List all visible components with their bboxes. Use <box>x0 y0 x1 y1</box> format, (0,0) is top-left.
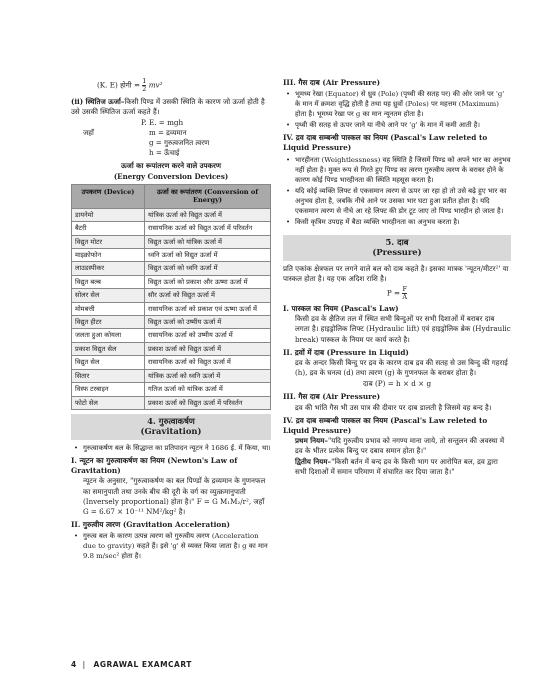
table-row <box>72 369 271 382</box>
pascal-liquid-law-heading: IV. द्रव दाब सम्बन्धी पास्कल का नियम (Pascal's Law releted to Liquid Pressure) <box>283 415 488 436</box>
device-cell: फोटो सेल <box>72 396 145 409</box>
table-row <box>72 249 271 262</box>
lift-acceleration-bullet: • यदि कोई व्यक्ति लिफ्ट से एकसमान त्वरण से ऊपर जा रहा हो तो उसे बढ़े हुए भार का अनुभव होता है, जबकि नीचे आने पर उसका भार घटा हुआ प्रतीत होता है। यदि एकसमान त्वरण से नीचे आ रहे लिफ्ट की डोर टूट जाए तो पिण्ड भारहीन हो जाता है। <box>283 186 511 216</box>
pascal-first-law: प्रथम नियम–"यदि गुरुत्वीय प्रभाव को नगण्य माना जाये, तो सन्तुलन की अवस्था में द्रव के भीतर प्रत्येक बिन्दु पर दबाव समान होता है।" <box>295 436 505 456</box>
gravitation-intro-bullet: • गुरुत्वाकर्षण बल के सिद्धान्त का प्रतिपादन न्यूटन ने 1686 ई. में किया, था। <box>71 443 271 453</box>
table-title-english: (Energy Conversion Devices) <box>113 171 229 181</box>
device-cell: डायनेमो <box>72 208 145 221</box>
device-cell: विस्फ टरबाइन <box>72 383 145 396</box>
pe-formula: P. E. = mgh <box>141 118 184 128</box>
g-value-change-heading: III. गैस दाब (Air Pressure) <box>283 78 381 87</box>
g-equator-pole-bullet: • भूमध्य रेखा (Equator) से ध्रुव (Pole) (पृथ्वी की सतह पर) की ओर जाने पर 'g' के मान में क्रमशः वृद्धि होती है तथा यह ध्रुवों (Poles) पर महत्तम (Maximum) होता है। भूमध्य रेखा पर g का मान न्यूनतम होता है। <box>283 89 511 119</box>
section-gravitation-heading: 4. गुरुत्वाकर्षण (Gravitation) <box>71 414 271 440</box>
pascal-second-law: द्वितीय नियम–"किसी बर्तन में बन्द द्रव के किसी भाग पर आरोपित बल, द्रव द्वारा सभी दिशाओं में समान परिमाण में संचारित कर दिया जाता है।" <box>295 456 498 476</box>
table-row <box>72 302 271 315</box>
pressure-formula: P = $\frac{F}{A}$ <box>386 285 408 302</box>
page-footer: 4 | AGRAWAL EXAMCART <box>71 660 192 669</box>
table-header-device: उपकरण (Device) <box>72 184 145 208</box>
table-row <box>72 396 271 409</box>
device-cell: लाउडस्पीकर <box>72 262 145 275</box>
device-cell: सितार <box>72 369 145 382</box>
brand-logo-text: AGRAWAL EXAMCART <box>93 660 192 669</box>
table-row <box>72 356 271 369</box>
conversion-cell: विद्युत ऊर्जा को ध्वनि ऊर्जा में <box>145 262 271 275</box>
conversion-cell: रासायनिक ऊर्जा को विद्युत ऊर्जा में परिवर्तन <box>145 222 271 235</box>
variable-definitions: जहाँ m = द्रव्यमान g = गुरुत्वजनित त्वरण h = ऊँचाई <box>83 128 210 158</box>
conversion-cell: विद्युत ऊर्जा को यांत्रिक ऊर्जा में <box>145 235 271 248</box>
potential-energy-paragraph: (ii) स्थितिज ऊर्जा–किसी पिण्ड में उसकी स्थिति के कारण जो ऊर्जा होती है उसे उसकी स्थितिज ऊर्जा कहते हैं। <box>71 97 265 117</box>
table-row <box>72 208 271 221</box>
table-row <box>72 289 271 302</box>
pressure-definition: प्रति एकांक क्षेत्रफल पर लगने वाले बल को दाब कहते है। इसका मात्रक 'न्यूटन/मीटर²' या पास्कल होता है। यह एक अदिश राशि है। <box>283 263 509 283</box>
table-row <box>72 316 271 329</box>
gravitational-acceleration-bullet: • गुरुत्व बल के कारण उत्पन्न त्वरण को गुरुत्वीय त्वरण (Acceleration due to gravity) कहते हैं। इसे 'g' से व्यक्त किया जाता है। g का मान 9.8 m/sec² होता है। <box>71 531 271 561</box>
page-number: 4 <box>71 660 77 669</box>
g-height-bullet: • पृथ्वी की सतह से ऊपर जाने या नीचे आने पर 'g' के मान में कमी आती है। <box>283 120 511 130</box>
gravitational-acceleration-heading: II. गुरुत्वीय त्वरण (Gravitation Acceleration) <box>71 520 230 530</box>
conversion-cell: रासायनिक ऊर्जा को विद्युत ऊर्जा में <box>145 356 271 369</box>
left-column <box>71 78 271 562</box>
device-cell: विद्युत हीटर <box>72 316 145 329</box>
air-pressure-text: द्रव की भांति गैस भी उस पात्र की दीवार पर दाब डालती है जिसमे वह बन्द है। <box>295 402 492 412</box>
conversion-cell: यांत्रिक ऊर्जा को विद्युत ऊर्जा में <box>145 208 271 221</box>
device-cell: विद्युत मोटर <box>72 235 145 248</box>
liquid-pressure-text: द्रव के अन्दर किसी बिन्दु पर द्रव के कारण दाब द्रव की सतह से उस बिन्दु की गहराई (h), द्रव के घनत्व (d) तथा त्वरण (g) के गुणनफल के बराबर होता है। <box>295 358 508 378</box>
device-cell: मोमबत्ती <box>72 302 145 315</box>
table-row <box>72 222 271 235</box>
conversion-cell: सौर ऊर्जा को विद्युत ऊर्जा में <box>145 289 271 302</box>
conversion-cell: यांत्रिक ऊर्जा को ध्वनि ऊर्जा में <box>145 369 271 382</box>
table-header-conversion: ऊर्जा का रूपांतरण (Conversion of Energy) <box>145 184 271 208</box>
device-cell: माइक्रोफोन <box>72 249 145 262</box>
table-row <box>72 383 271 396</box>
energy-conversion-table <box>71 184 271 410</box>
conversion-cell: विद्युत ऊर्जा को प्रकाश और ऊष्मा ऊर्जा में <box>145 275 271 288</box>
weight-in-lift-heading: IV. द्रव दाब सम्बन्धी पास्कल का नियम (Pascal's Law releted to Liquid Pressure) <box>283 133 488 153</box>
half-fraction: $\frac{1}{2}$ <box>142 77 147 93</box>
table-row <box>72 262 271 275</box>
device-cell: विद्युत सेल <box>72 356 145 369</box>
table-row <box>72 275 271 288</box>
right-column <box>283 78 511 477</box>
air-pressure-heading: III. गैस दाब (Air Pressure) <box>283 392 381 402</box>
table-row <box>72 329 271 342</box>
table-title-hindi: ऊर्जा का रूपांतरण करने वाले उपकरण <box>120 161 222 171</box>
liquid-pressure-formula: दाब (P) = h × d × g <box>362 379 432 389</box>
device-cell: जलता हुआ कोयला <box>72 329 145 342</box>
device-cell: विद्युत बल्ब <box>72 275 145 288</box>
device-cell: सोलर सेल <box>72 289 145 302</box>
kinetic-energy-formula: (K. E) होगी = $\frac{1}{2}$ mv² <box>97 77 163 93</box>
liquid-pressure-heading: II. द्रवों में दाब (Pressure in Liquid) <box>283 347 409 357</box>
conversion-cell: प्रकाश ऊर्जा को विद्युत ऊर्जा में <box>145 342 271 355</box>
newton-law-heading: I. न्यूटन का गुरुत्वाकर्षण का नियम (Newton's Law of Gravitation) <box>71 455 238 476</box>
pascal-law-heading: I. पास्कल का नियम (Pascal's Law) <box>283 304 399 314</box>
newton-law-text: न्यूटन के अनुसार, "गुरुत्वाकर्षण का बल पिण्डों के द्रव्यमान के गुणनफल का समानुपाती तथा उनके बीच की दूरी के वर्ग का व्युत्क्रमानुपाती (Inversely proportional) होता है।" F = G M₁M₂/r², जहाँ G = 6.67 × 10⁻¹¹ NM²/kg² है। <box>83 476 266 516</box>
device-cell: बैटरी <box>72 222 145 235</box>
weightlessness-bullet: • भारहीनता (Weightlessness) वह स्थिति है जिसमें पिण्ड को अपने भार का अनुभव नहीं होता है। मुक्त रूप से गिरते हुए पिण्ड का त्वरण गुरुत्वीय त्वरण के बराबर होने के कारण कोई पिण्ड भारहीनता की स्थिति महसूस करता है। <box>283 155 511 185</box>
conversion-cell: ध्वनि ऊर्जा को विद्युत ऊर्जा में <box>145 249 271 262</box>
section-pressure-heading: 5. दाब (Pressure) <box>283 235 511 261</box>
conversion-cell: रासायनिक ऊर्जा को प्रकाश एवं ऊष्मा ऊर्जा में <box>145 302 271 315</box>
pascal-law-text: किसी द्रव के क्षैतिज तल में स्थित सभी बिन्दुओं पर सभी दिशाओं में बराबर दाब लगता है। हाइड्रोलिक लिफ्ट (Hydraulic lift) एवं हाइड्रोलिक ब्रेक (Hydraulic break) पास्कल के नियम पर कार्य करते है। <box>295 314 511 344</box>
table-row <box>72 235 271 248</box>
conversion-cell: गतिज ऊर्जा को यांत्रिक ऊर्जा में <box>145 383 271 396</box>
table-header-row <box>72 184 271 208</box>
conversion-cell: प्रकाश ऊर्जा को विद्युत ऊर्जा में परिवर्तन <box>145 396 271 409</box>
conversion-cell: विद्युत ऊर्जा को उष्मीय ऊर्जा में <box>145 316 271 329</box>
satellite-bullet: • किसी कृत्रिम उपग्रह में बैठा व्यक्ति भारहीनता का अनुभव करता है। <box>283 217 511 227</box>
table-row <box>72 342 271 355</box>
device-cell: प्रकाश विद्युत सेल <box>72 342 145 355</box>
conversion-cell: रासायनिक ऊर्जा को उष्मीय ऊर्जा में <box>145 329 271 342</box>
